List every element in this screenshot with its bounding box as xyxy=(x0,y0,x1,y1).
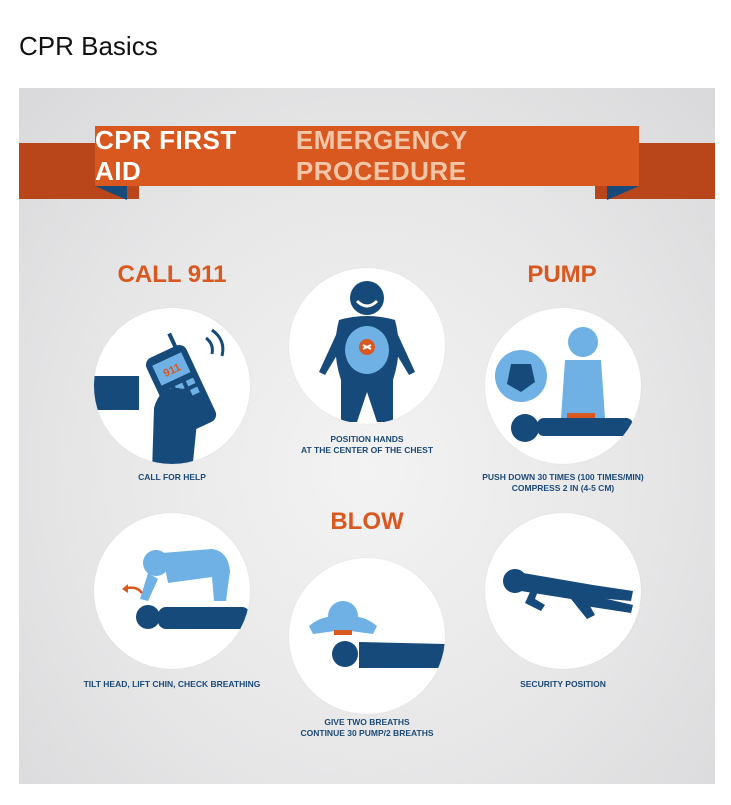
title-banner xyxy=(95,126,639,186)
caption-position-hands: POSITION HANDS AT THE CENTER OF THE CHEST xyxy=(300,434,434,455)
chest-position-illustration xyxy=(289,268,445,424)
banner-title-part2: EMERGENCY PROCEDURE xyxy=(295,125,468,186)
rescue-breaths-illustration xyxy=(289,558,445,714)
caption-push-down: PUSH DOWN 30 TIMES (100 TIMES/MIN) COMPRESS 2 IN (4-5 CM) xyxy=(482,472,644,493)
chest-compression-illustration xyxy=(485,308,641,464)
heading-call-911: CALL 911 xyxy=(117,261,227,288)
tilt-head-illustration xyxy=(94,513,250,669)
caption-call-for-help: CALL FOR HELP xyxy=(138,472,206,482)
heading-pump: PUMP xyxy=(527,261,597,288)
phone-call-illustration xyxy=(94,308,250,464)
page-title: CPR Basics xyxy=(19,31,158,61)
phone-screen-text: 911 xyxy=(161,361,183,380)
caption-security-position: SECURITY POSITION xyxy=(520,679,606,689)
heading-blow: BLOW xyxy=(330,508,404,535)
recovery-position-illustration xyxy=(485,513,641,669)
banner-title-part1: CPR FIRST AID xyxy=(95,125,237,186)
cpr-infographic xyxy=(19,88,715,784)
banner-fold-right xyxy=(607,186,639,200)
caption-give-breaths: GIVE TWO BREATHS CONTINUE 30 PUMP/2 BREATHS xyxy=(300,717,434,738)
caption-tilt-head: TILT HEAD, LIFT CHIN, CHECK BREATHING xyxy=(83,679,261,689)
banner-fold-left xyxy=(95,186,127,200)
